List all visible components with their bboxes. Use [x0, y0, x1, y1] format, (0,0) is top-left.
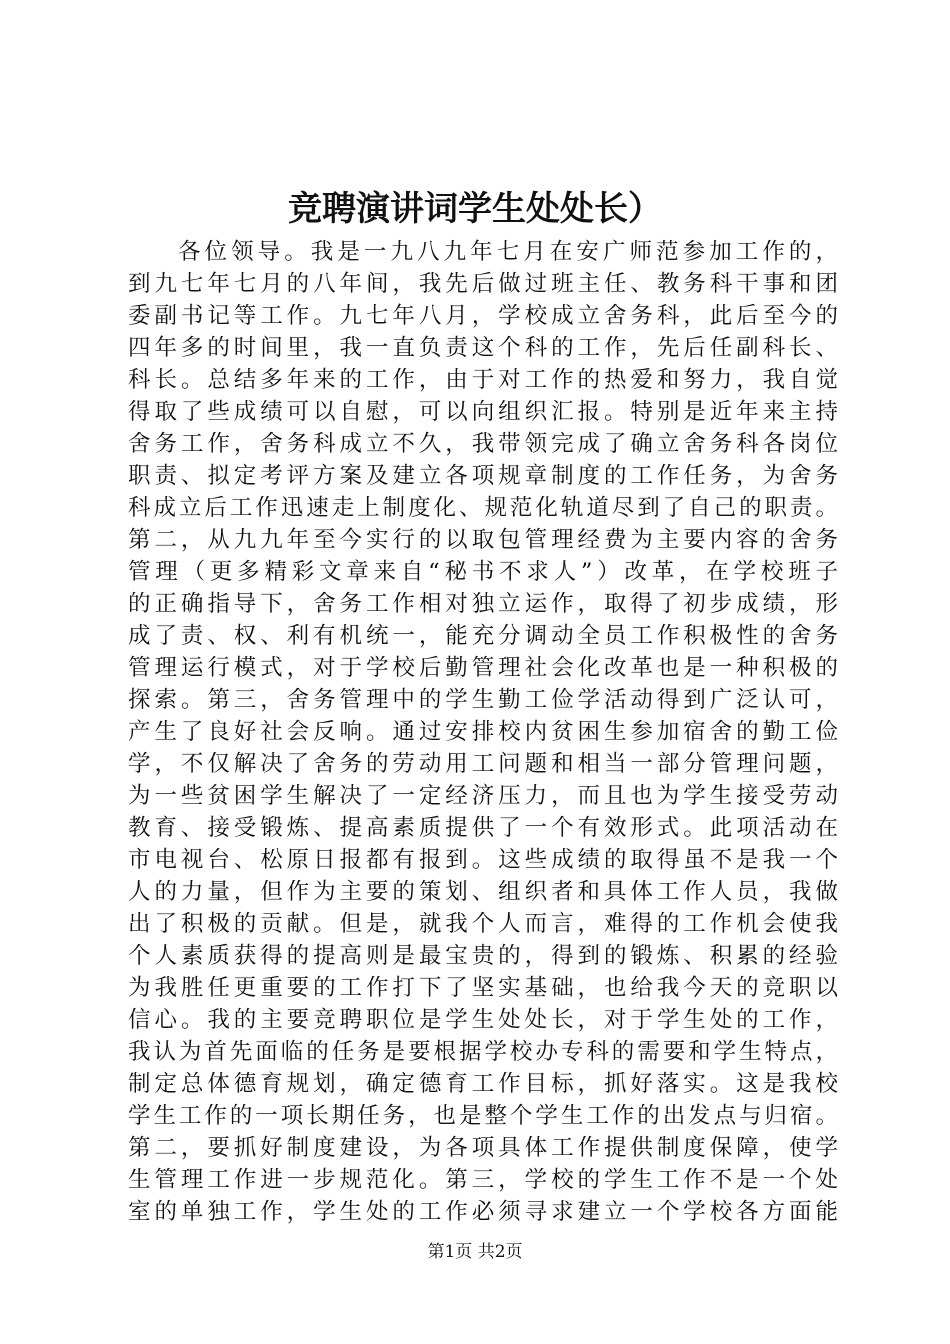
body-line: 的正确指导下，舍务工作相对独立运作，取得了初步成绩，形 [128, 591, 838, 617]
body-line: 第二，从九九年至今实行的以取包管理经费为主要内容的舍务 [128, 527, 838, 553]
body-line: 科长。总结多年来的工作，由于对工作的热爱和努力，我自觉 [128, 367, 838, 393]
body-line: 舍务工作，舍务科成立不久，我带领完成了确立舍务科各岗位 [128, 431, 838, 457]
body-line: 为我胜任更重要的工作打下了坚实基础，也给我今天的竞职以 [128, 975, 838, 1001]
body-line: 为一些贫困学生解决了一定经济压力，而且也为学生接受劳动 [128, 783, 838, 809]
body-line: 职责、拟定考评方案及建立各项规章制度的工作任务，为舍务 [128, 463, 838, 489]
body-line: 产生了良好社会反响。通过安排校内贫困生参加宿舍的勤工俭 [128, 719, 838, 745]
body-line: 教育、接受锻炼、提高素质提供了一个有效形式。此项活动在 [128, 815, 838, 841]
document-title: 竞聘演讲词学生处处长） [288, 189, 662, 229]
body-line: 科成立后工作迅速走上制度化、规范化轨道尽到了自己的职责。 [128, 495, 838, 521]
body-line: 生管理工作进一步规范化。第三，学校的学生工作不是一个处 [128, 1167, 838, 1193]
body-line: 信心。我的主要竞聘职位是学生处处长，对于学生处的工作， [128, 1007, 838, 1033]
page-number-footer: 第1页 共2页 [427, 1242, 523, 1262]
body-line: 人的力量，但作为主要的策划、组织者和具体工作人员，我做 [128, 879, 838, 905]
body-line: 到九七年七月的八年间，我先后做过班主任、教务科干事和团 [128, 271, 838, 297]
body-line: 我认为首先面临的任务是要根据学校办专科的需要和学生特点， [128, 1039, 838, 1065]
body-line: 管理（更多精彩文章来自“秘书不求人”）改革，在学校班子 [128, 559, 838, 585]
body-line: 室的单独工作，学生处的工作必须寻求建立一个学校各方面能 [128, 1199, 838, 1225]
body-line: 出了积极的贡献。但是，就我个人而言，难得的工作机会使我 [128, 911, 838, 937]
body-line: 学生工作的一项长期任务，也是整个学生工作的出发点与归宿。 [128, 1103, 838, 1129]
body-line: 个人素质获得的提高则是最宝贵的，得到的锻炼、积累的经验 [128, 943, 838, 969]
body-line: 市电视台、松原日报都有报到。这些成绩的取得虽不是我一个 [128, 847, 838, 873]
body-line: 各位领导。我是一九八九年七月在安广师范参加工作的， [178, 239, 838, 265]
body-line: 管理运行模式，对于学校后勤管理社会化改革也是一种积极的 [128, 655, 838, 681]
body-line: 成了责、权、利有机统一，能充分调动全员工作积极性的舍务 [128, 623, 838, 649]
document-body [128, 236, 838, 1228]
body-line: 制定总体德育规划，确定德育工作目标，抓好落实。这是我校 [128, 1071, 838, 1097]
body-line: 第二，要抓好制度建设，为各项具体工作提供制度保障，使学 [128, 1135, 838, 1161]
body-line: 得取了些成绩可以自慰，可以向组织汇报。特别是近年来主持 [128, 399, 838, 425]
body-line: 学，不仅解决了舍务的劳动用工问题和相当一部分管理问题， [128, 751, 838, 777]
body-line: 四年多的时间里，我一直负责这个科的工作，先后任副科长、 [128, 335, 838, 361]
body-line: 委副书记等工作。九七年八月，学校成立舍务科，此后至今的 [128, 303, 838, 329]
body-line: 探索。第三，舍务管理中的学生勤工俭学活动得到广泛认可， [128, 687, 838, 713]
